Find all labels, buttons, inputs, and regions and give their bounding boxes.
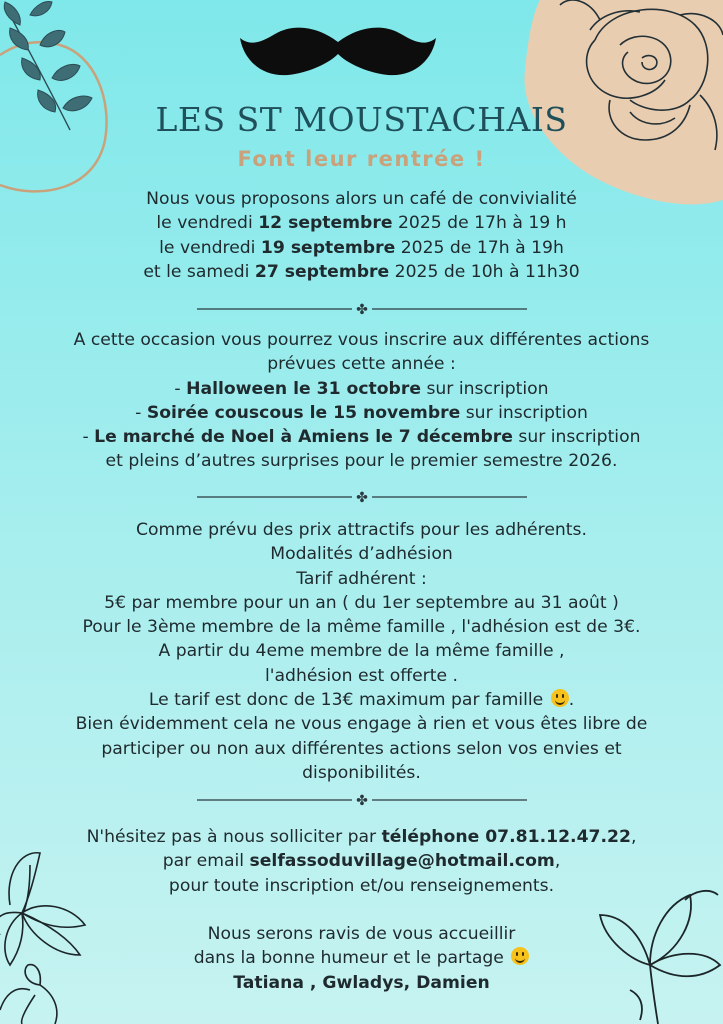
list-item: - Halloween le 31 octobre sur inscription [174,378,549,399]
membership-line: l'adhésion est offerte . [265,665,458,686]
actions-outro: et pleins d’autres surprises pour le premier semestre 2026. [105,451,618,472]
page-subtitle: Font leur rentrée ! [237,147,486,171]
closing-line: dans la bonne humeur et le partage [0,946,723,970]
contact-phone-line: N'hésitez pas à nous solliciter par téléphone 07.81.12.47.22, [86,827,637,847]
cafe-date-line: le vendredi 19 septembre 2025 de 17h à 19h [159,237,564,258]
smiley-icon [551,689,569,707]
actions-intro: prévues cette année : [267,354,456,375]
closing-section [0,922,723,995]
smiley-icon [511,947,529,965]
cafe-section [0,187,723,284]
contact-email-line: par email selfassoduvillage@hotmail.com, [162,851,561,872]
contact-section [0,825,723,898]
page-title: LES ST MOUSTACHAIS [155,100,568,139]
svg-text:✤: ✤ [356,490,368,504]
cafe-date-line: et le samedi 27 septembre 2025 de 10h à 11h30 [143,261,580,282]
ornament-divider-icon [197,490,527,504]
membership-line: A partir du 4eme membre de la même famille , [158,641,565,662]
email-address: selfassoduvillage@hotmail.com [249,851,555,872]
list-item: - Le marché de Noel à Amiens le 7 décembre sur inscription [82,427,641,448]
contact-info-line: pour toute inscription et/ou renseignements. [168,875,555,896]
membership-line: Comme prévu des prix attractifs pour les adhérents. [136,520,587,540]
closing-line: Nous serons ravis de vous accueillir [207,924,516,944]
membership-line: Le tarif est donc de 13€ maximum par famille . [148,690,575,711]
svg-text:✤: ✤ [356,793,368,807]
svg-text:✤: ✤ [356,302,368,316]
cafe-intro: Nous vous proposons alors un café de convivialité [146,189,577,209]
actions-intro: A cette occasion vous pourrez vous inscrire aux différentes actions [73,330,650,350]
membership-section [0,518,723,785]
membership-line: Pour le 3ème membre de la même famille , l'adhésion est de 3€. [82,617,641,638]
membership-line: disponibilités. [302,762,421,783]
membership-line: 5€ par membre pour un an ( du 1er septembre au 31 août ) [104,592,619,613]
phone-number: téléphone 07.81.12.47.22 [381,827,631,847]
membership-line: Tarif adhérent : [296,568,427,589]
actions-section [0,328,723,474]
membership-line: Bien évidemment cela ne vous engage à rien et vous êtes libre de [75,714,648,735]
membership-line: Modalités d’adhésion [270,544,453,565]
membership-line: participer ou non aux différentes actions selon vos envies et [101,738,622,759]
signature: Tatiana , Gwladys, Damien [233,972,490,993]
cafe-date-line: le vendredi 12 septembre 2025 de 17h à 19 h [156,213,567,234]
list-item: - Soirée couscous le 15 novembre sur inscription [135,402,588,423]
ornament-divider-icon [197,302,527,316]
moustache-icon [240,24,436,84]
ornament-divider-icon [197,793,527,807]
